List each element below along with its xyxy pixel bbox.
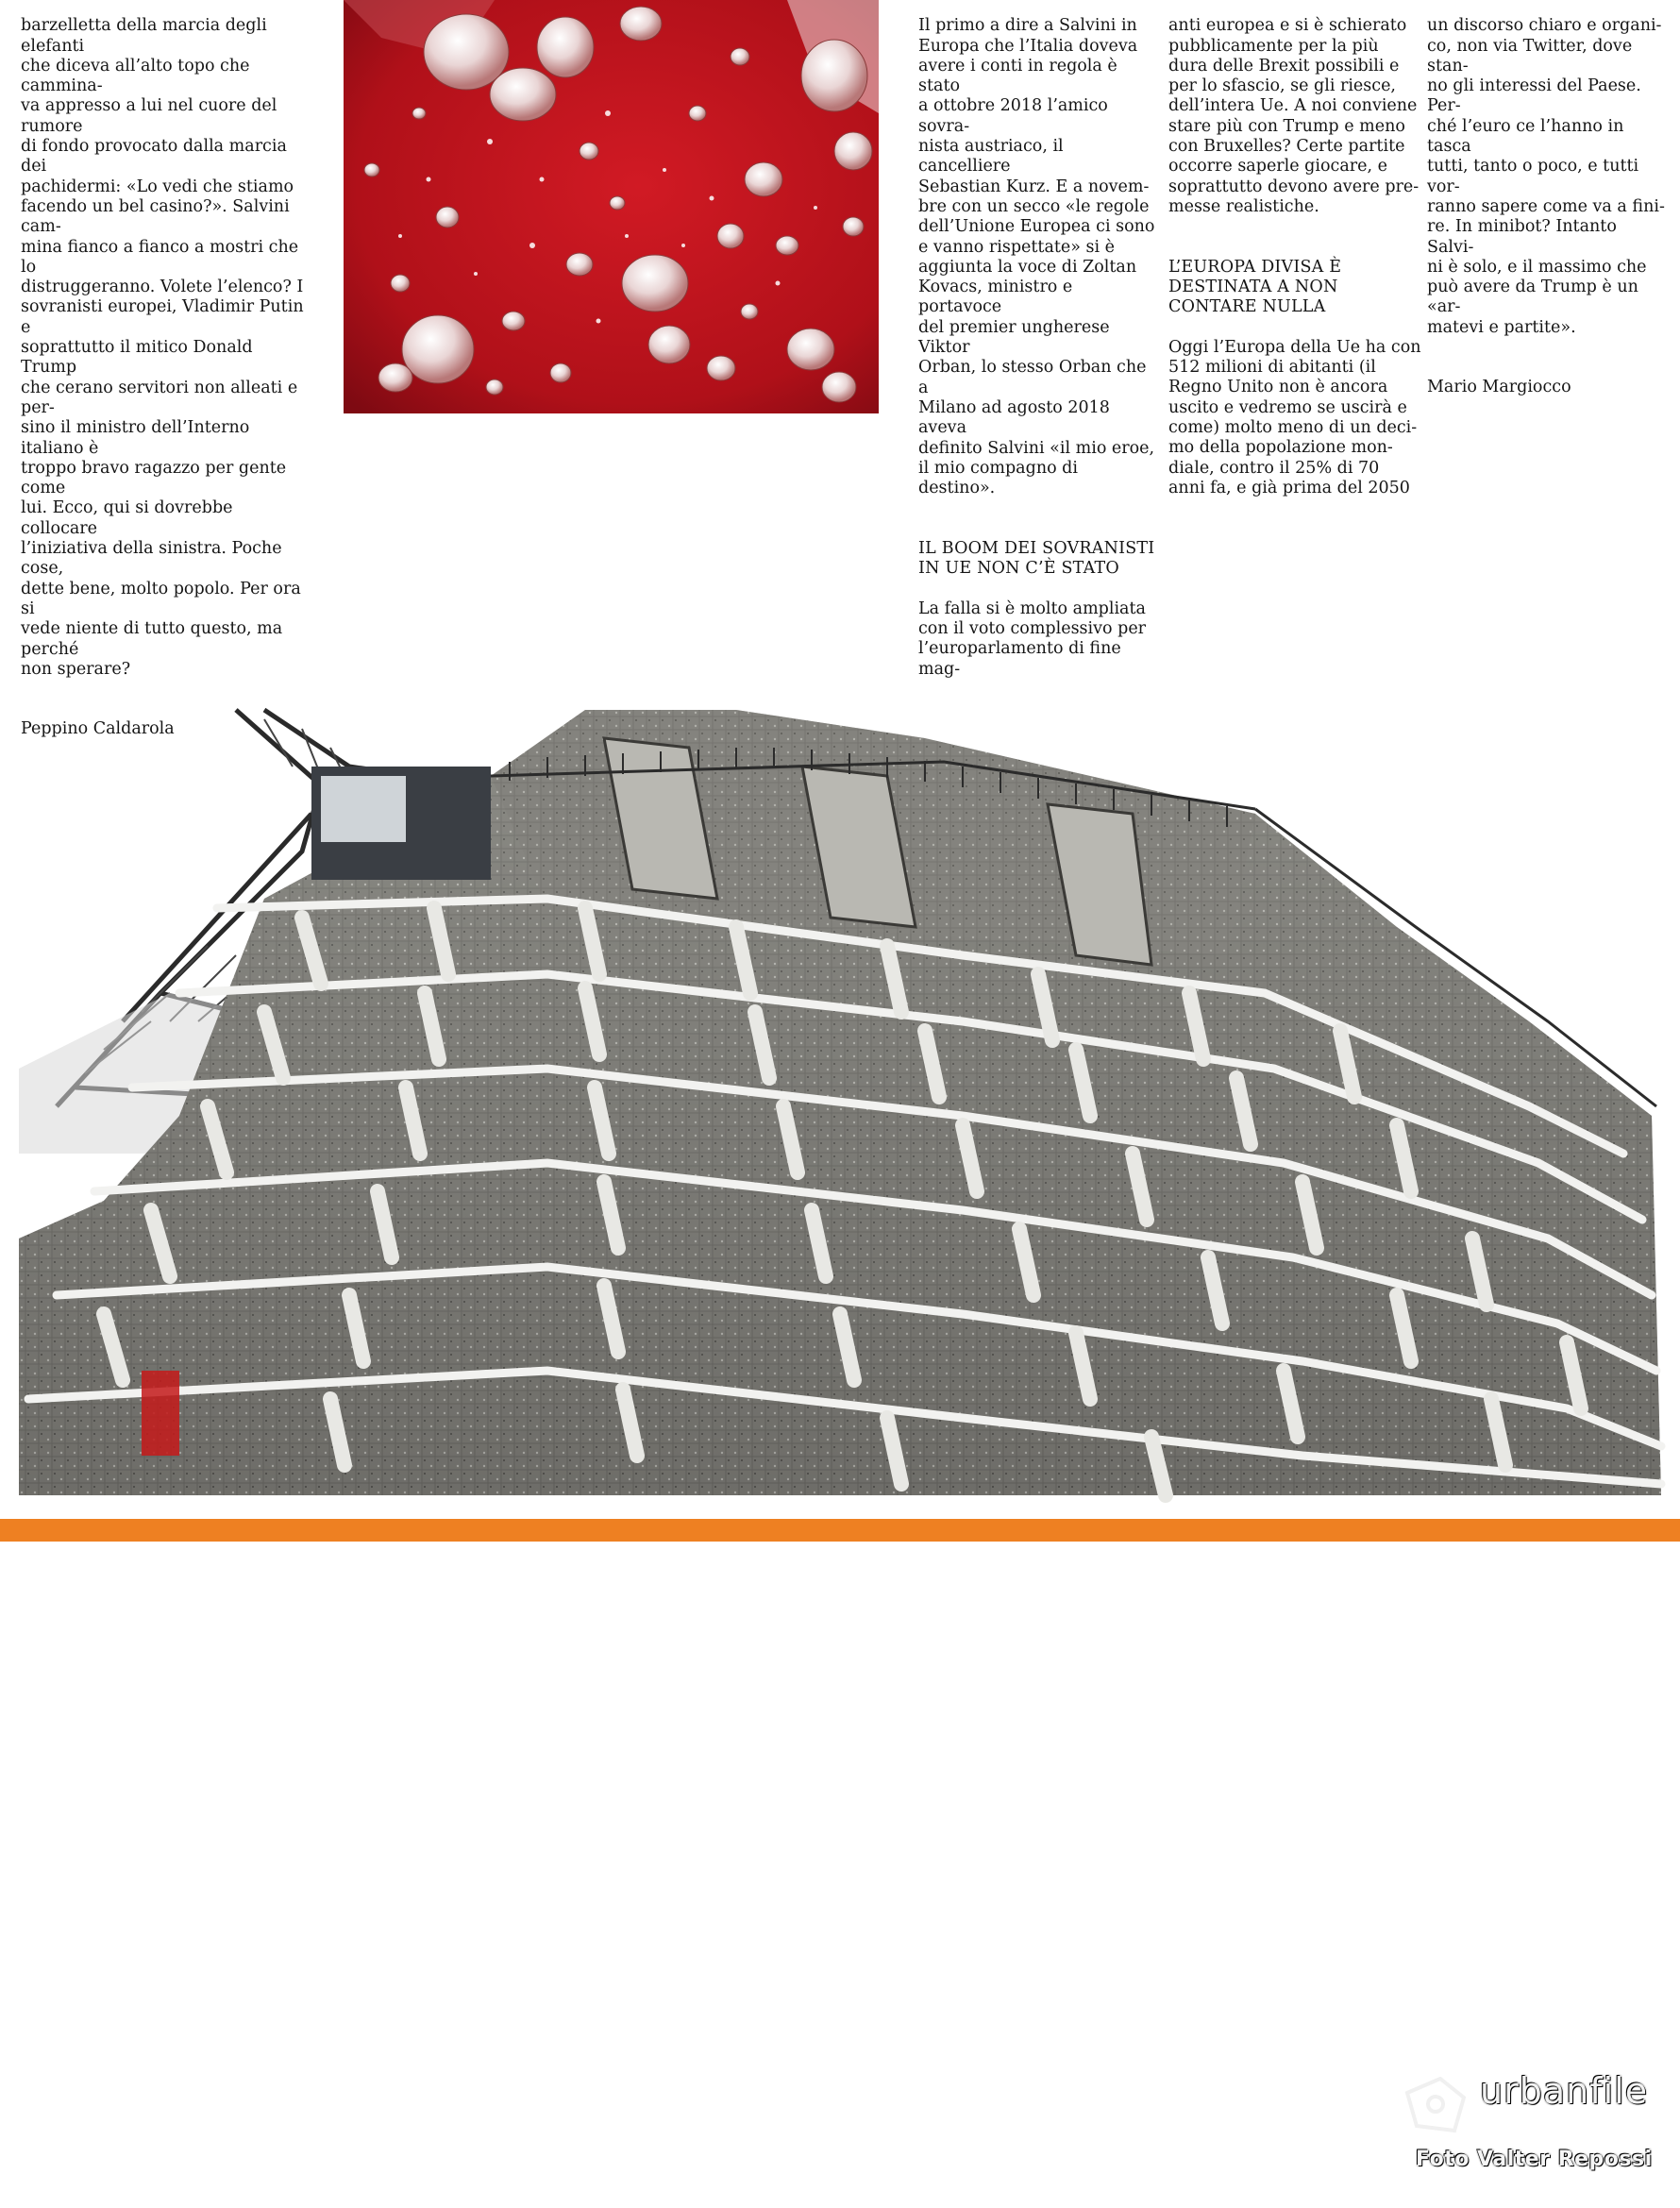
section-heading-europa-divisa: L’EUROPA DIVISA È DESTINATA A NON CONTARE NULLA: [1168, 257, 1342, 317]
article-column-5: [1427, 0, 1668, 418]
credit-photographer: Foto Valter Repossi: [1416, 2148, 1653, 2171]
accent-band: [0, 1519, 1680, 1542]
column-4-paragraph-2: Oggi l’Europa della Ue ha con 512 milioni di abitanti (il Regno Unito non è ancora uscito e vedremo se uscirà e come) molto meno di un deci- mo della popolazione mon- diale, contro il 25% di 70 anni fa, e già prima del 2050: [1168, 337, 1421, 497]
credit-brand: urbanfile: [1480, 2070, 1649, 2112]
author-signature: Peppino Caldarola: [21, 719, 175, 739]
column-5-body: un discorso chiaro e organi- co, non via Twitter, dove stan- no gli interessi del Paese. Per- ché l’euro ce l’hanno in tasca tutti, tanto o poco, e tutti vor- ranno sapere come va a fini- re. In minibot? Intanto Salvi- ni è solo, e il massimo che può avere da Trump è un «ar- matevi e partite».: [1427, 16, 1665, 337]
building-construction-photo: [19, 710, 1661, 2171]
section-heading-boom-sovranisti: IL BOOM DEI SOVRANISTI IN UE NON C’È STATO: [918, 538, 1155, 579]
urbanfile-logo-icon: [1403, 2074, 1469, 2140]
red-bubbles-photo: [344, 0, 879, 413]
column-3-paragraph-1: Il primo a dire a Salvini in Europa che l’Italia doveva avere i conti in regola è stato a ottobre 2018 l’amico sovra- nista austriaco, il cancelliere Sebastian Kurz. E a novem- bre con un secco «le regole dell’Unione Europea ci sono e vanno rispettate» si è aggiunta la voce di Zoltan Kovacs, ministro e portavoce del premier ungherese Viktor Orban, lo stesso Orban che a Milano ad agosto 2018 aveva definito Salvini «il mio eroe, il mio compagno di destino».: [918, 16, 1155, 498]
photo-credit: [1403, 2066, 1676, 2208]
author-signature: Mario Margiocco: [1427, 378, 1571, 397]
column-3-paragraph-2: La falla si è molto ampliata con il voto complessivo per l’europarlamento di fine mag-: [918, 598, 1147, 679]
article-column-4: [1168, 0, 1423, 518]
column-1-body: barzelletta della marcia degli elefanti che diceva all’alto topo che cammina- va appresso a lui nel cuore del rumore di fondo provocato dalla marcia dei pachidermi: «Lo vedi che stiamo facendo un bel casino?». Salvini cam- mina fianco a fianco a mostri che lo distruggeranno. Volete l’elenco? I sovranisti europei, Vladimir Putin e soprattutto il mitico Donald Trump che cerano servitori non alleati e per- sino il ministro dell’Interno italiano è troppo bravo ragazzo per gente come lui. Ecco, qui si dovrebbe collocare l’iniziativa della sinistra. Poche cose, dette bene, molto popolo. Per ora si vede niente di tutto questo, ma perché non sperare?: [21, 16, 304, 679]
article-column-3: [918, 0, 1159, 699]
article-column-1: [21, 0, 309, 760]
column-4-paragraph-1: anti europea e si è schierato pubblicamente per la più dura delle Brexit possibili e per lo sfascio, se gli riesce, dell’intera Ue. A noi conviene stare più con Trump e meno con Bruxelles? Certe partite occorre saperle giocare, e soprattutto devono avere pre- messe realistiche.: [1168, 16, 1420, 216]
